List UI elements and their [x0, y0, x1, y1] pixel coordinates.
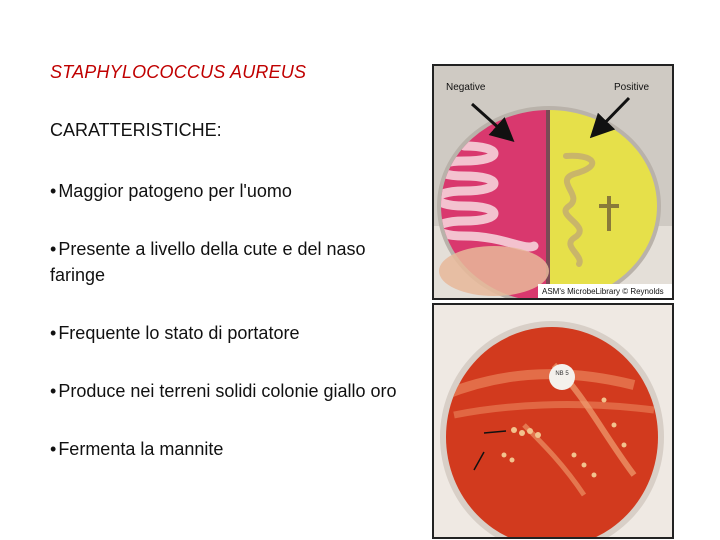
label-negative: Negative [446, 82, 486, 93]
hand [439, 246, 549, 296]
list-item [50, 178, 400, 204]
bullet-text: Frequente lo stato di portatore [58, 323, 300, 343]
characteristics-list [50, 178, 400, 494]
mannitol-plate-photo [432, 64, 674, 300]
bullet-icon: • [50, 239, 57, 259]
list-item [50, 378, 400, 404]
slide-title: STAPHYLOCOCCUS AUREUS [50, 62, 307, 82]
bullet-text: Fermenta la mannite [58, 439, 224, 459]
bullet-text: Maggior patogeno per l'uomo [58, 181, 292, 201]
bullet-icon: • [50, 181, 57, 201]
bullet-text: Produce nei terreni solidi colonie giallo oro [58, 381, 397, 401]
image-credit: ASM's MicrobeLibrary © Reynolds [542, 287, 664, 296]
bullet-text: Presente a livello della cute e del naso faringe [50, 239, 366, 285]
blood-agar-plate-photo [432, 303, 674, 539]
section-heading: CARATTERISTICHE: [50, 120, 222, 140]
label-positive: Positive [614, 82, 650, 93]
list-item [50, 320, 400, 346]
plate-label: NB 5 [555, 371, 569, 377]
disk-label [549, 364, 575, 390]
bullet-icon: • [50, 381, 57, 401]
list-item [50, 436, 400, 462]
bullet-icon: • [50, 323, 57, 343]
bullet-icon: • [50, 439, 57, 459]
list-item [50, 236, 400, 288]
